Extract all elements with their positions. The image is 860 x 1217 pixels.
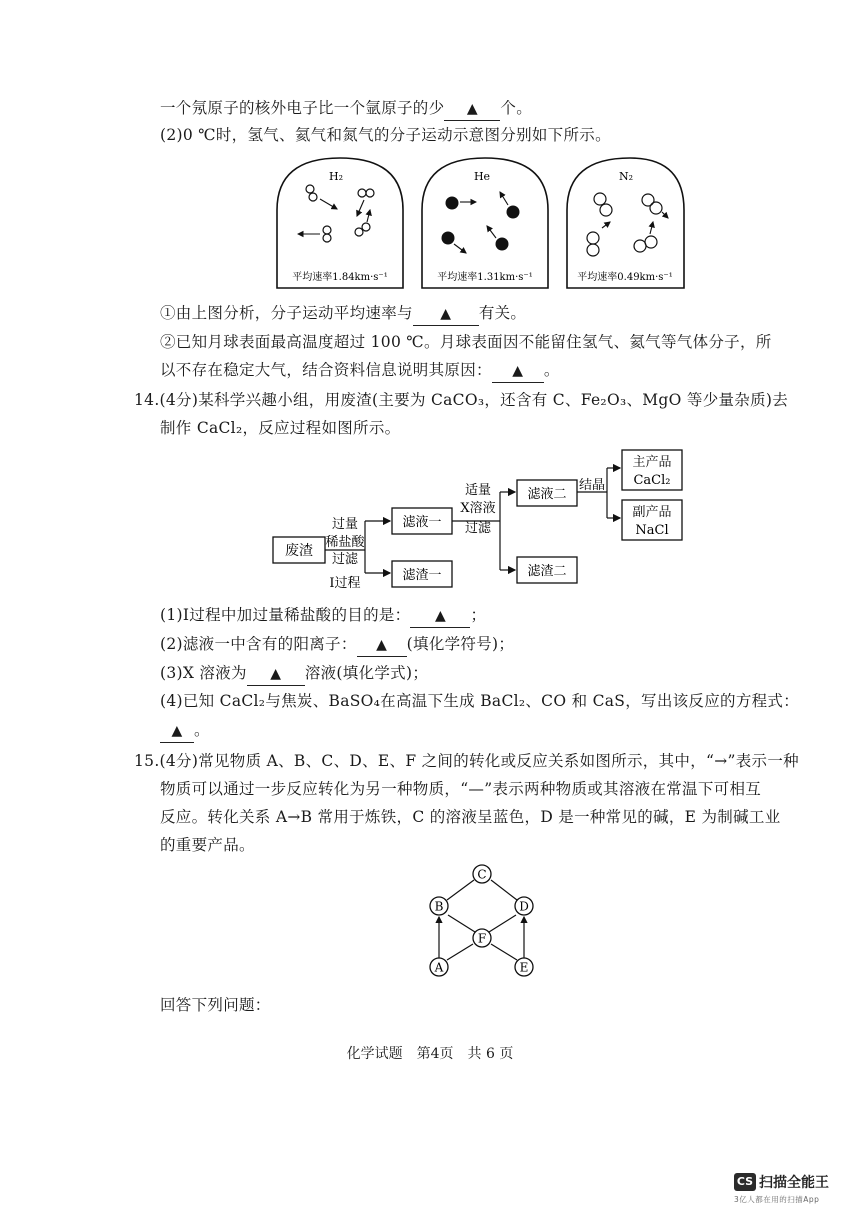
svg-text:滤渣二: 滤渣二 <box>527 564 567 579</box>
he-label: He <box>473 170 491 183</box>
answer-blank[interactable]: ▲ <box>247 662 305 686</box>
svg-text:滤液二: 滤液二 <box>527 487 567 502</box>
svg-text:过量: 过量 <box>331 517 359 532</box>
q14-line1: 14.(4分)某科学兴趣小组，用废渣(主要为 CaCO₃，还含有 C、Fe₂O₃、MgO 等少量杂质)去 <box>134 391 789 409</box>
q15-ask: 回答下列问题： <box>160 996 271 1014</box>
scanner-tagline: 3亿人都在用的扫描App <box>734 1195 820 1204</box>
svg-text:F: F <box>477 931 487 946</box>
svg-text:滤液一: 滤液一 <box>402 515 442 530</box>
answer-blank[interactable]: ▲ <box>413 302 479 326</box>
answer-blank[interactable]: ▲ <box>444 97 500 121</box>
page-footer: 化学试题 第4页 共 6 页 <box>346 1046 514 1062</box>
scanner-logo-icon: CS <box>734 1173 756 1191</box>
q14-sub4-line1: (4)已知 CaCl₂与焦炭、BaSO₄在高温下生成 BaCl₂、CO 和 CaS，写出该反应的方程式： <box>160 692 800 710</box>
node-a <box>430 958 448 976</box>
n2-speed: 平均速率0.49km·s⁻¹ <box>577 272 673 283</box>
q14-sub2: (2)滤液一中含有的阳离子： ▲ (填化学符号)； <box>160 633 514 657</box>
svg-text:Ⅰ过程: Ⅰ过程 <box>329 576 361 591</box>
q13-2-b-line2: 以不存在稳定大气，结合资料信息说明其原因： ▲ 。 <box>160 359 560 383</box>
q14-line2: 制作 CaCl₂，反应过程如图所示。 <box>160 419 401 437</box>
he-speed: 平均速率1.31km·s⁻¹ <box>437 272 533 283</box>
q14-sub3: (3)X 溶液为 ▲ 溶液(填化学式)； <box>160 662 428 686</box>
node-e <box>515 958 533 976</box>
svg-text:过滤: 过滤 <box>464 521 492 536</box>
scanner-watermark <box>734 1172 844 1206</box>
svg-text:废渣: 废渣 <box>285 543 313 559</box>
q13-2-b-line1: ②已知月球表面最高温度超过 100 ℃。月球表面因不能留住氢气、氦气等气体分子，所 <box>160 333 772 351</box>
svg-text:B: B <box>434 899 444 914</box>
h2-label: H₂ <box>328 170 344 183</box>
svg-text:稀盐酸: 稀盐酸 <box>325 535 365 550</box>
q15-line2: 物质可以通过一步反应转化为另一种物质，“—”表示两种物质或其溶液在常温下可相互 <box>160 780 762 798</box>
q13-2-a: ①由上图分析，分子运动平均速率与 ▲ 有关。 <box>160 302 526 326</box>
n2-label: N₂ <box>618 170 634 183</box>
svg-text:滤渣一: 滤渣一 <box>402 568 442 583</box>
answer-blank[interactable]: ▲ <box>410 604 470 628</box>
q15-line3: 反应。转化关系 A→B 常用于炼铁，C 的溶液呈蓝色，D 是一种常见的碱，E 为制碱工业 <box>160 808 781 826</box>
q13-2-stem: (2)0 ℃时，氢气、氦气和氮气的分子运动示意图分别如下所示。 <box>160 126 611 144</box>
q15-line1: 15.(4分)常见物质 A、B、C、D、E、F 之间的转化或反应关系如图所示，其中，“→”表示一种 <box>134 752 799 770</box>
relationship-diagram <box>420 860 550 985</box>
node-f <box>473 929 491 947</box>
svg-text:X溶液: X溶液 <box>460 501 496 516</box>
svg-text:NaCl: NaCl <box>635 523 669 538</box>
scanner-app-name: 扫描全能王 <box>759 1175 829 1191</box>
process-flowchart <box>270 446 710 596</box>
svg-text:副产品: 副产品 <box>632 505 672 520</box>
q15-line4: 的重要产品。 <box>160 836 255 854</box>
svg-text:A: A <box>434 960 444 975</box>
svg-text:主产品: 主产品 <box>632 455 672 470</box>
svg-text:结晶: 结晶 <box>578 478 606 493</box>
node-b <box>430 897 448 915</box>
svg-text:D: D <box>519 899 529 914</box>
h2-panel <box>277 158 403 288</box>
answer-blank[interactable]: ▲ <box>160 719 194 743</box>
answer-blank[interactable]: ▲ <box>492 359 544 383</box>
svg-text:适量: 适量 <box>464 483 492 498</box>
node-c <box>473 865 491 883</box>
svg-text:C: C <box>477 867 487 882</box>
intro-line: 一个氖原子的核外电子比一个氩原子的少 ▲ 个。 <box>160 97 532 121</box>
svg-text:E: E <box>519 960 529 975</box>
node-d <box>515 897 533 915</box>
svg-text:CaCl₂: CaCl₂ <box>633 473 671 488</box>
n2-panel <box>567 158 684 288</box>
q14-sub4-line2: ▲ 。 <box>160 719 210 743</box>
q14-sub1: (1)Ⅰ过程中加过量稀盐酸的目的是： ▲ ； <box>160 604 486 628</box>
he-panel <box>422 158 548 288</box>
h2-speed: 平均速率1.84km·s⁻¹ <box>292 272 388 283</box>
gas-motion-figure <box>270 152 690 294</box>
answer-blank[interactable]: ▲ <box>357 633 407 657</box>
svg-text:过滤: 过滤 <box>331 552 359 567</box>
